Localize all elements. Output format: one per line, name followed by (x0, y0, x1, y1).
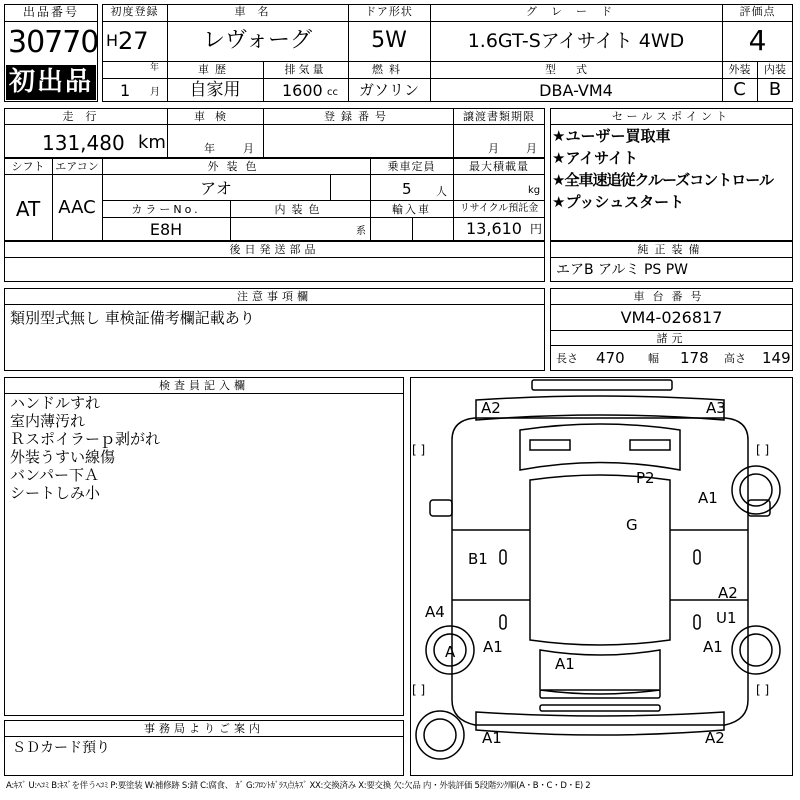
km-unit: km (138, 132, 166, 153)
month-value: 1 (120, 81, 131, 100)
aircon-value: AAC (58, 197, 96, 218)
inspector-note: ハンドルすれ (10, 394, 101, 412)
damage-mark: A2 (718, 584, 738, 602)
fuel-label: 燃料 (372, 63, 406, 76)
transfer-month-unit: 月 (488, 142, 499, 155)
svg-text:[ ]: [ ] (756, 443, 770, 457)
sales-point-item: ★プッシュスタート (552, 193, 685, 211)
door-type-label: ドア形状 (365, 5, 413, 18)
sales-points-label: セールスポイント (611, 110, 731, 123)
mileage-value: 131,480 (42, 131, 125, 155)
model-code-label: 型式 (545, 63, 607, 76)
transfer-day-unit: 月 (526, 142, 537, 155)
inspection-month-unit: 月 (243, 142, 254, 155)
displacement-label: 排気量 (284, 63, 327, 76)
inspector-label: 検査員記入欄 (159, 379, 249, 392)
damage-mark: A1 (703, 638, 723, 656)
height-label: 高さ (724, 352, 746, 365)
ext-color-value: アオ (200, 179, 232, 198)
inspector-note: シートしみ小 (10, 484, 101, 502)
interior-value: B (768, 79, 782, 100)
legend-text: A:ｷｽﾞ U:ﾍｺﾐ B:ｷｽﾞを伴うﾍｺﾐ P:要塗装 W:補修跡 S:錆 C:腐食、 ｶﾞ G:ﾌﾛﾝﾄｶﾞﾗｽ点ｷｽﾞ XX:交換済み X:要交換 欠:欠品 内・外装評価 5段階ﾗﾝｸ順(A・B・C・D・E) 2 (6, 781, 591, 791)
interior-label: 内装 (764, 63, 786, 76)
exterior-label: 外装 (728, 63, 751, 76)
shift-value: AT (15, 197, 41, 221)
displacement-value: 1600 (282, 81, 323, 100)
damage-mark: A1 (698, 489, 718, 507)
exterior-value: C (733, 79, 746, 100)
shift-label: シフト (11, 160, 45, 173)
damage-diagram-box (410, 377, 793, 776)
first-reg-label: 初度登録 (110, 5, 159, 18)
later-parts-label: 後日発送部品 (229, 243, 320, 256)
first-listing-text: 初出品 (8, 67, 93, 97)
damage-mark: A1 (483, 638, 503, 656)
history-label: 車歴 (198, 63, 232, 76)
car-name-label: 車名 (234, 5, 281, 18)
height-value: 149 (762, 349, 791, 367)
damage-mark: A4 (425, 603, 445, 621)
inspector-note: 外装うすい線傷 (10, 448, 116, 466)
max-load-label: 最大積載量 (469, 160, 529, 173)
yen-unit: 円 (530, 222, 543, 236)
score-value: 4 (748, 24, 767, 57)
inspection-label: 車検 (194, 110, 236, 123)
ext-color-label: 外装色 (207, 160, 265, 173)
inspector-note: 室内薄汚れ (10, 412, 86, 430)
reg-no-label: 登録番号 (324, 110, 392, 123)
lot-number-label: 出品番号 (22, 5, 79, 19)
damage-mark: A (445, 643, 456, 661)
kg-unit: kg (528, 185, 541, 196)
svg-text:[ ]: [ ] (756, 683, 770, 697)
dimensions-label: 諸元 (656, 332, 687, 345)
inspector-notes-list (10, 396, 160, 504)
length-label: 長さ (556, 352, 578, 365)
damage-mark: G (626, 516, 638, 534)
color-no-label: カラーNo. (131, 203, 201, 216)
era-value: H (106, 31, 119, 50)
notes-value: 類別型式無し 車検証備考欄記載あり (10, 309, 255, 327)
cc-unit: cc (327, 87, 338, 98)
office-value: ＳＤカード預り (12, 740, 110, 756)
model-code-value: DBA-VM4 (539, 81, 613, 100)
office-label: 事務局よりご案内 (144, 722, 264, 735)
capacity-label: 乗車定員 (387, 160, 436, 173)
recycle-value: 13,610 (466, 219, 522, 238)
capacity-value: 5 (402, 180, 412, 198)
import-label: 輸入車 (392, 203, 431, 216)
sales-points-list (552, 129, 792, 217)
score-label: 評価点 (739, 5, 776, 18)
recycle-label: リサイクル預託金 (459, 203, 539, 214)
damage-mark: U1 (716, 609, 737, 627)
car-name-value: レヴォーグ (202, 28, 313, 53)
damage-mark: B1 (468, 550, 488, 568)
damage-mark: P2 (636, 469, 655, 487)
genuine-equipment-label: 純正装備 (637, 243, 706, 256)
damage-mark: A1 (482, 729, 502, 747)
door-type-value: 5W (371, 28, 407, 53)
year-value: 27 (118, 27, 149, 55)
damage-mark: A3 (706, 399, 726, 417)
notes-label: 注意事項欄 (237, 290, 312, 303)
kei-unit: 系 (356, 226, 366, 237)
color-no-value: E8H (149, 220, 183, 239)
mileage-label: 走行 (62, 110, 109, 123)
svg-text:[ ]: [ ] (412, 443, 426, 457)
length-value: 470 (596, 349, 625, 367)
damage-mark: A2 (481, 399, 501, 417)
history-value: 自家用 (189, 80, 241, 100)
genuine-equipment-value: エアB アルミ PS PW (556, 262, 689, 278)
chassis-no-value: VM4-026817 (620, 308, 723, 327)
grade-value: 1.6GT-Sアイサイト 4WD (467, 30, 685, 52)
int-color-label: 内装色 (274, 203, 326, 216)
inspector-note: バンパー下Ａ (10, 466, 99, 484)
sales-point-item: ★ユーザー買取車 (552, 127, 671, 145)
grade-label: グレード (526, 5, 626, 18)
lot-number-value: 30770 (8, 25, 99, 60)
svg-text:[ ]: [ ] (412, 683, 426, 697)
persons-unit: 人 (436, 185, 447, 198)
width-label: 幅 (648, 352, 659, 365)
inspector-note: Ｒスポイラーｐ剥がれ (10, 430, 161, 448)
month-unit: 月 (150, 87, 160, 98)
chassis-no-label: 車台番号 (633, 290, 710, 303)
fuel-value: ガソリン (358, 81, 419, 99)
inspection-year-unit: 年 (204, 142, 215, 155)
sales-point-item: ★全車速追従クルーズコントロール (552, 171, 773, 189)
damage-mark: A2 (705, 729, 725, 747)
year-unit: 年 (150, 63, 160, 73)
sales-point-item: ★アイサイト (552, 149, 639, 167)
damage-mark: A1 (555, 655, 575, 673)
width-value: 178 (680, 349, 709, 367)
transfer-deadline-label: 譲渡書類期限 (463, 110, 535, 123)
aircon-label: エアコン (55, 160, 99, 173)
